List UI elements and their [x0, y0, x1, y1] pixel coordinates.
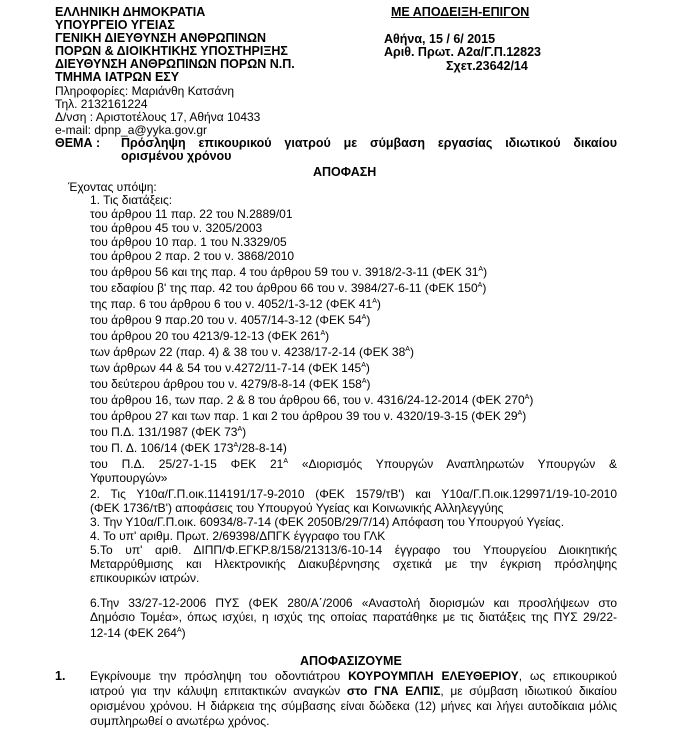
provisions-title: 1. Τις διατάξεις: [90, 193, 173, 207]
provision-item: του άρθρου 2 παρ. 2 του ν. 3868/2010 [90, 249, 295, 263]
consideration-item: (ΦΕΚ 1736/τΒ') αποφάσεις του Υπουργού Υγείας και Κοινωνικής Αλληλεγγύης [90, 501, 504, 515]
provision-item: του Π. Δ. 106/14 (ΦΕΚ $173^A/28-8-14$) [90, 441, 287, 455]
decision-number: 1. [55, 669, 66, 683]
consideration-item: Μεταρρύθμισης και Ηλεκτρονικής Διακυβέρνησης σχετικά με την έγκριση πρόσληψης [90, 557, 617, 571]
subject-line: ορισμένου χρόνου [121, 149, 232, 163]
hospital-name: στο ΓΝΑ ΕΛΠΙΣ [346, 684, 441, 698]
consideration-item: 2. Τις Υ10α/Γ.Π.οικ.114191/17-9-2010 (ΦΕΚ 1579/τΒ') και Υ10α/Γ.Π.οικ.129971/19-10-2010 [90, 487, 617, 501]
consideration-item: 4. Το υπ' αριθμ. Πρωτ. 2/69398/ΔΠΓΚ έγγραφο του ΓΛΚ [90, 529, 386, 543]
consideration-item: 12-14 (ΦΕΚ $264^A$) [90, 626, 186, 640]
consideration-item: 6.Την 33/27-12-2006 ΠΥΣ (ΦΕΚ 280/Α΄/2006 «Αναστολή διορισμών και προσλήψεων στο [90, 596, 617, 610]
provision-item: του άρθρου 45 του ν. 3205/2003 [90, 221, 263, 235]
decision-line: Εγκρίνουμε την πρόσληψη του οδοντιάτρου ΚΟΥΡΟΥΜΠΛΗ ΕΛΕΥΘΕΡΙΟΥ, ως επικουρικού [90, 669, 617, 683]
subject-line: Πρόσληψη επικουρικού γιατρού με σύμβαση εργασίας ιδιωτικού δικαίου [121, 136, 617, 150]
subject-label: ΘΕΜΑ : [55, 136, 101, 150]
provision-item: του άρθρου 11 παρ. 22 του Ν.2889/01 [90, 207, 293, 221]
provision-item: του άρθρου 20 του 4213/9-12-13 (ΦΕΚ $261^A$) [90, 329, 330, 343]
provision-item: του άρθρου 9 παρ.20 του ν. 4057/14-3-12 (ΦΕΚ $54^A$) [90, 313, 371, 327]
decision-line: ιατρού για την κάλυψη επιτακτικών αναγκών στο ΓΝΑ ΕΛΠΙΣ, με σύμβαση ιδιωτικού δικαίου [90, 684, 617, 698]
consideration-item: 5.Το υπ' αριθ. ΔΙΠΠ/Φ.ΕΓΚΡ.8/158/21313/6-10-14 έγγραφο του Υπουργείου Διοικητικής [90, 543, 617, 557]
header-org-line: ΓΕΝΙΚΗ ΔΙΕΥΘΥΝΣΗ ΑΝΘΡΩΠΙΝΩΝ [55, 31, 267, 45]
header-org-line: ΥΠΟΥΡΓΕΙΟ ΥΓΕΙΑΣ [55, 18, 175, 32]
contact-address: Δ/νση : Αριστοτέλους 17, Αθήνα 10433 [55, 110, 261, 124]
decision-title: ΑΠΟΦΑΣΗ [313, 165, 377, 179]
receipt-label: ΜΕ ΑΠΟΔΕΙΞΗ-ΕΠΙΓΟΝ [391, 5, 530, 19]
header-org-line: ΕΛΛΗΝΙΚΗ ΔΗΜΟΚΡΑΤΙΑ [55, 5, 206, 19]
decide-title: ΑΠΟΦΑΣΙΖΟΥΜΕ [300, 654, 402, 668]
provision-item: του Π.Δ. 131/1987 (ΦΕΚ $73^A$) [90, 425, 247, 439]
header-org-line: ΤΜΗΜΑ ΙΑΤΡΩΝ ΕΣΥ [55, 70, 180, 84]
contact-email: e-mail: dpnp_a@yyka.gov.gr [55, 123, 208, 137]
contact-phone: Τηλ. 2132161224 [55, 97, 148, 111]
provision-item: των άρθρων 22 (παρ. 4) & 38 του ν. 4238/17-2-14 (ΦΕΚ $38^A$) [90, 345, 414, 359]
header-org-line: ΠΟΡΩΝ & ΔΙΟΙΚΗΤΙΚΗΣ ΥΠΟΣΤΗΡΙΞΗΣ [55, 44, 288, 58]
protocol-number: Αριθ. Πρωτ. Α2α/Γ.Π.12823 [384, 45, 541, 59]
consideration-item: Δημόσιο Τομέα», όπως ισχύει, η ισχύς της οποίας παρατάθηκε με τις διατάξεις της ΠΥΣ 29/22- [90, 610, 617, 624]
document-date: Αθήνα, 15 / 6/ 2015 [384, 32, 496, 46]
contact-info: Πληροφορίες: Μαριάνθη Κατσάνη [55, 84, 235, 98]
provision-item: του άρθρου 10 παρ. 1 του Ν.3329/05 [90, 235, 287, 249]
related-number: Σχετ.23642/14 [446, 59, 528, 73]
considering-label: Έχοντας υπόψη: [68, 180, 157, 194]
provision-item: του άρθρου 16, των παρ. 2 & 8 του άρθρου 66, του ν. 4316/24-12-2014 (ΦΕΚ $270^A$) [90, 393, 534, 407]
provision-item: του άρθρου 56 και της παρ. 4 του άρθρου 59 του ν. 3918/2-3-11 (ΦΕΚ $31^A$) [90, 265, 488, 279]
appointee-name: ΚΟΥΡΟΥΜΠΛΗ ΕΛΕΥΘΕΡΙΟΥ [348, 669, 519, 683]
decision-line: ορισμένου χρόνου. Η διάρκεια της σύμβασης είναι δώδεκα (12) μήνες και λήγει αυτοδίκαια μόλις [90, 699, 617, 713]
provision-item: Υφυπουργών» [90, 471, 168, 485]
provision-item: του Π.Δ. 25/27-1-15 ΦΕΚ $21^A$ «Διορισμός Υπουργών Αναπληρωτών Υπουργών & [90, 457, 618, 471]
decision-line: συμπληρωθεί ο ανωτέρω χρόνος. [90, 714, 270, 728]
consideration-item: 3. Την Υ10α/Γ.Π.οικ. 60934/8-7-14 (ΦΕΚ 2050Β/29/7/14) Απόφαση του Υπουργού Υγείας. [90, 515, 565, 529]
header-org-line: ΔΙΕΥΘΥΝΣΗ ΑΝΘΡΩΠΙΝΩΝ ΠΟΡΩΝ Ν.Π. [55, 57, 295, 71]
provision-item: του άρθρου 27 και των παρ. 1 και 2 του άρθρου 39 του ν. 4320/19-3-15 (ΦΕΚ $29^A$) [90, 409, 527, 423]
provision-item: του εδαφίου β' της παρ. 42 του άρθρου 66 του ν. 3984/27-6-11 (ΦΕΚ $150^A$) [90, 281, 487, 295]
provision-item: του δεύτερου άρθρου του ν. 4279/8-8-14 (ΦΕΚ $158^A$) [90, 377, 371, 391]
provision-item: της παρ. 6 του άρθρου 6 του ν. 4052/1-3-12 (ΦΕΚ $41^A$) [90, 297, 381, 311]
consideration-item: επικουρικών ιατρών. [90, 571, 200, 585]
provision-item: των άρθρων 44 & 54 του ν.4272/11-7-14 (ΦΕΚ $145^A$) [90, 361, 370, 375]
